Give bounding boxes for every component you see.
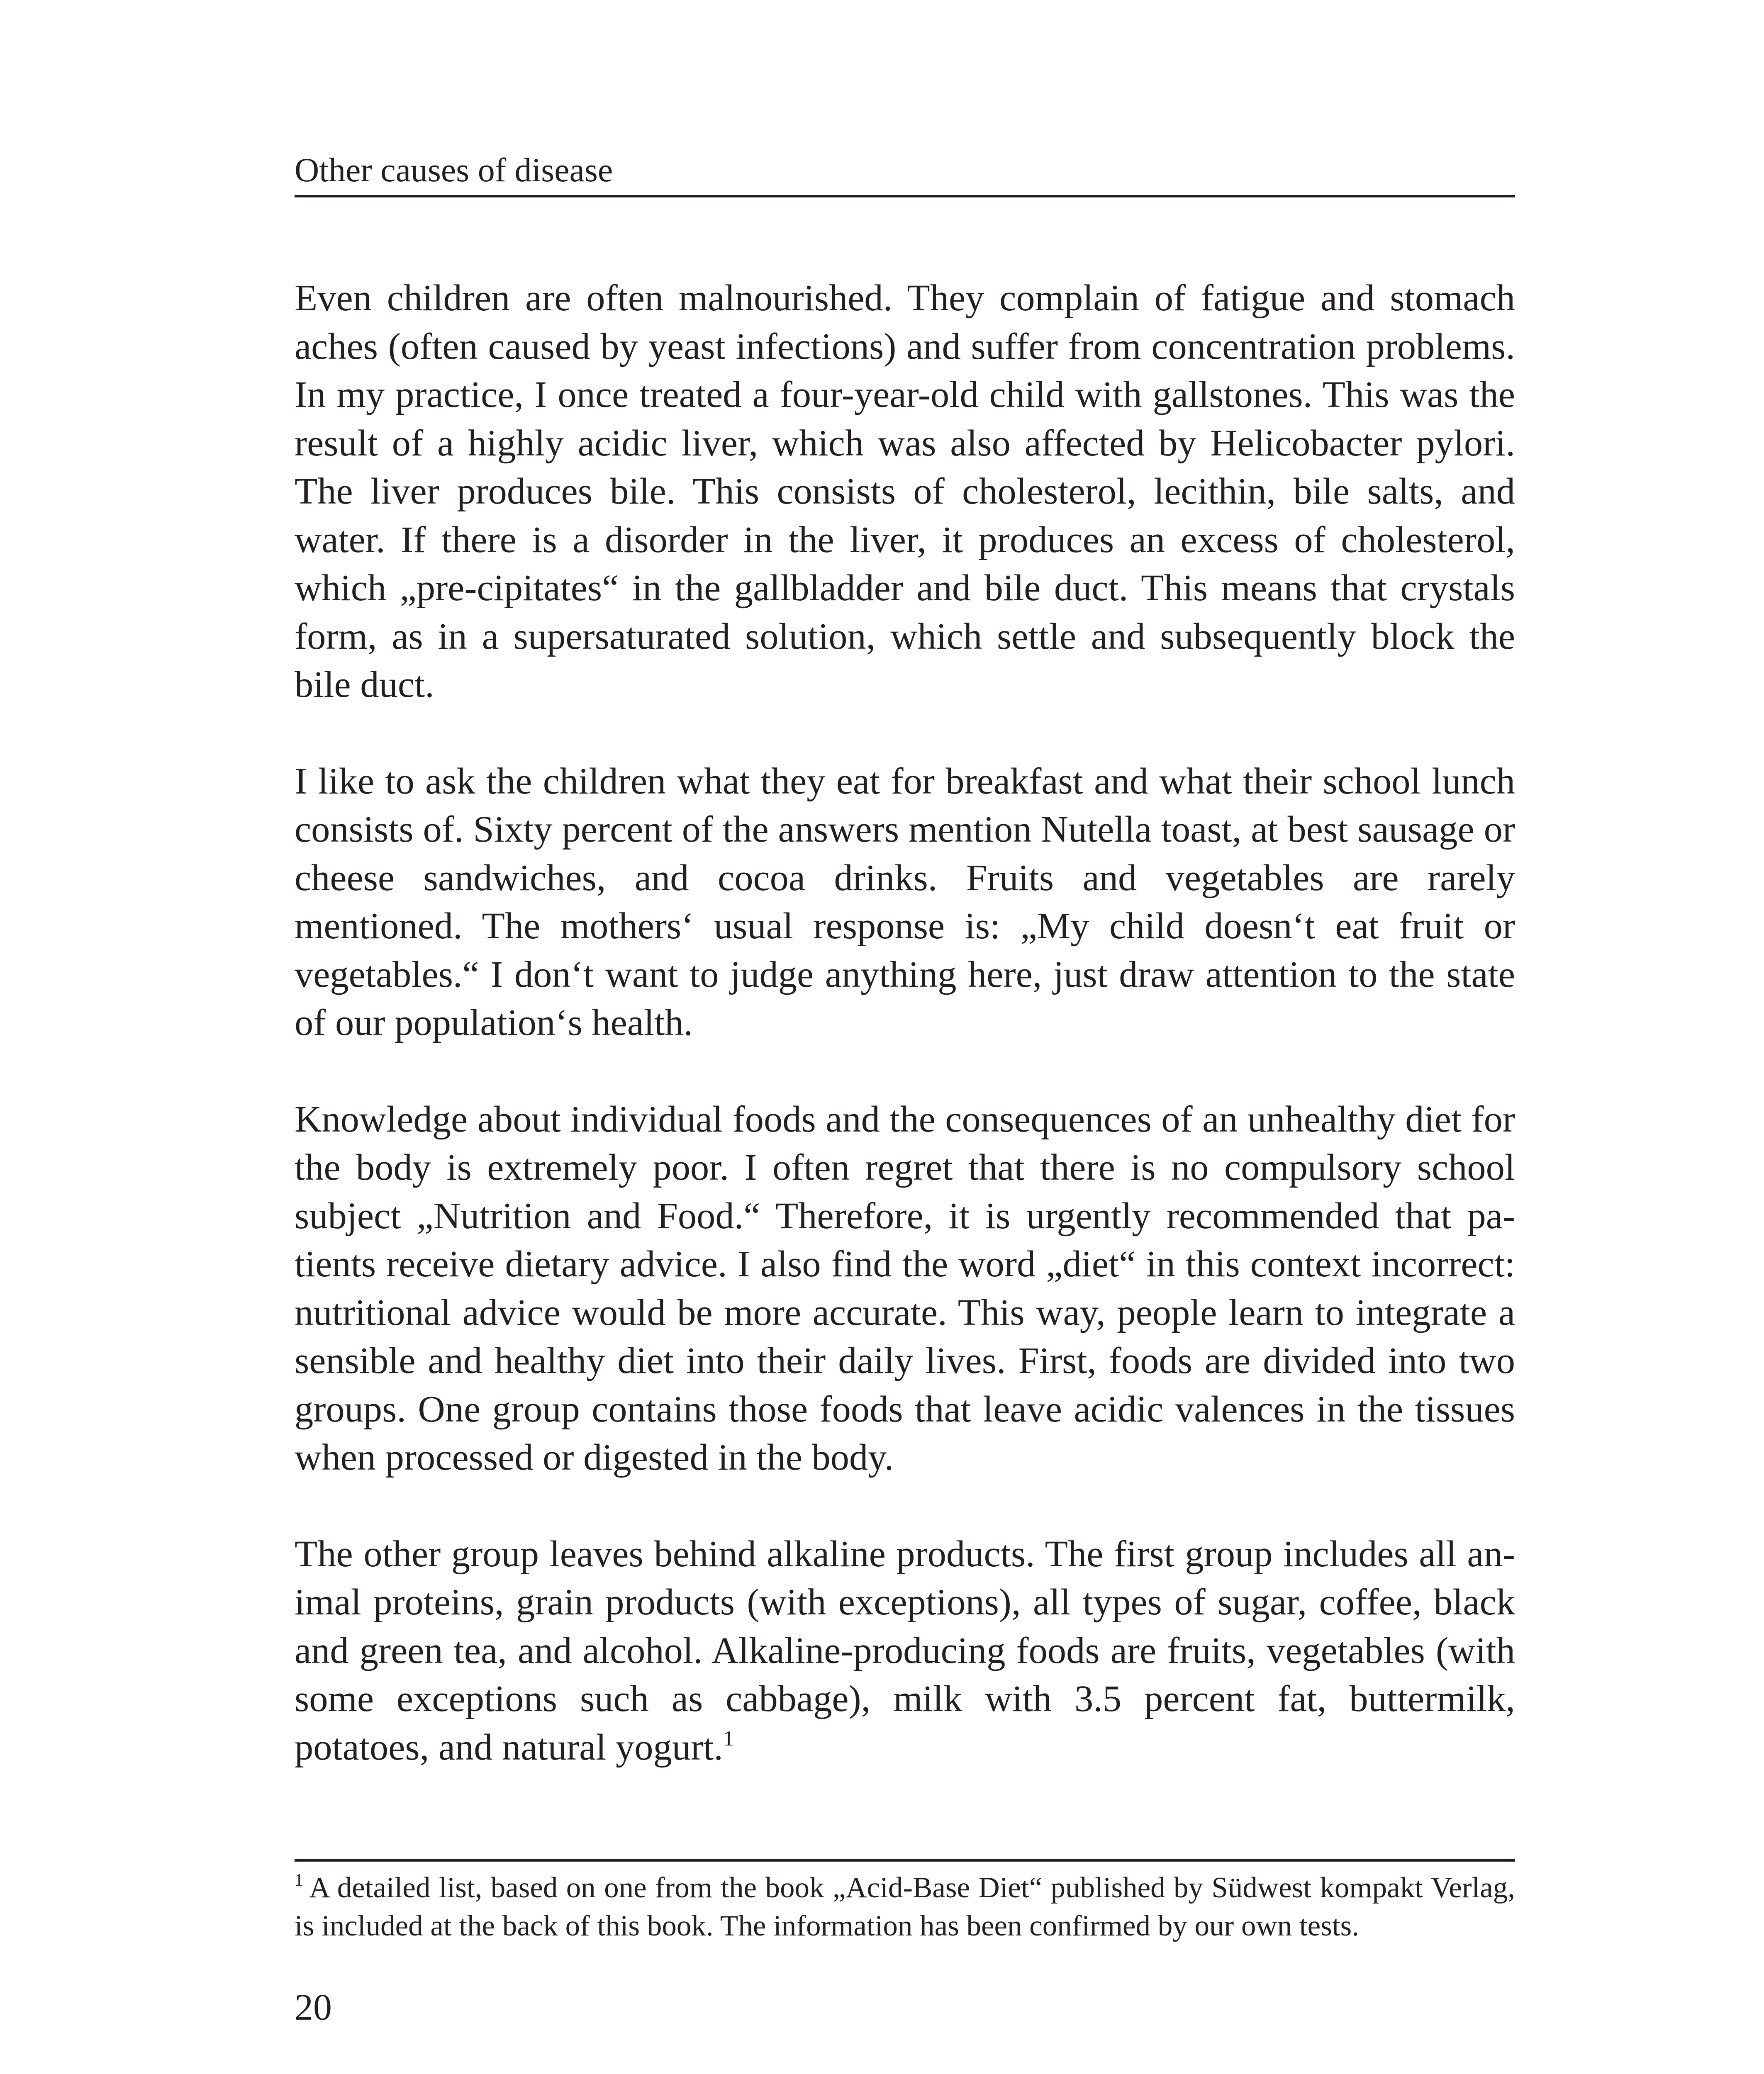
paragraph-4 <box>295 1530 1515 1772</box>
paragraph-3: Knowledge about individual foods and the consequences of an unhealthy diet for the body is extremely poor. I often regret that there is no compulsory school subject „Nutrition and Food.“ Therefore, it is urgently recommended that patients receive dietary advice. I also find the word „diet“ in this context incorrect: nutritional advice would be more accurate. This way, people learn to integrate a sensible and healthy diet into their daily lives. First, foods are divided into two groups. One group contains those foods that leave acidic valences in the tissues when processed or digested in the body. <box>295 1098 1515 1478</box>
header-rule <box>295 195 1515 197</box>
running-head: Other causes of disease <box>295 151 613 189</box>
paragraph-2: I like to ask the children what they eat for breakfast and what their school lunch consists of. Sixty percent of the answers mention Nutella toast, at best sausage or cheese sandwiches, and cocoa drinks. Fruits and vegetables are rarely mentioned. The mothers‘ usual response is: „My child doesn‘t eat fruit or vegetables.“ I don‘t want to judge anything here, just draw attention to the state of our population‘s health. <box>295 759 1515 1043</box>
footnote-mark: 1 <box>295 1871 303 1890</box>
paragraph-1: Even children are often malnourished. They complain of fatigue and stomach aches (often caused by yeast infections) and suffer from concentration problems. In my practice, I once treated a four-year-old child with gallstones. This was the result of a highly acidic liver, which was also affected by Helicobacter pylori. The liver produces bile. This consists of cholesterol, lecithin, bile salts, and water. If there is a disorder in the liver, it produces an excess of cholesterol, which „pre-cipitates“ in the gallbladder and bile duct. This means that crystals form, as in a supersaturated solution, which settle and subsequently block the bile duct. <box>295 277 1515 705</box>
footnote <box>295 1869 1515 1945</box>
footnote-rule <box>295 1859 1515 1862</box>
paragraph-4-text: The other group leaves behind alkaline products. The first group includes all animal proteins, grain products (with exceptions), all types of sugar, coffee, black and green tea, and alcohol. Alkaline-producing foods are fruits, vegetables (with some exceptions such as cabbage), milk with 3.5 percent fat, buttermilk, potatoes, and natural yogurt. <box>295 1532 1515 1768</box>
page-number: 20 <box>295 1987 332 2028</box>
body-text <box>295 274 1515 1819</box>
footnote-reference[interactable]: 1 <box>723 1726 734 1750</box>
footnote-text: A detailed list, based on one from the book „Acid-Base Diet“ published by Südwest kompakt Verlag, is included at the back of this book. The information has been confirmed by our own tests. <box>295 1872 1515 1942</box>
